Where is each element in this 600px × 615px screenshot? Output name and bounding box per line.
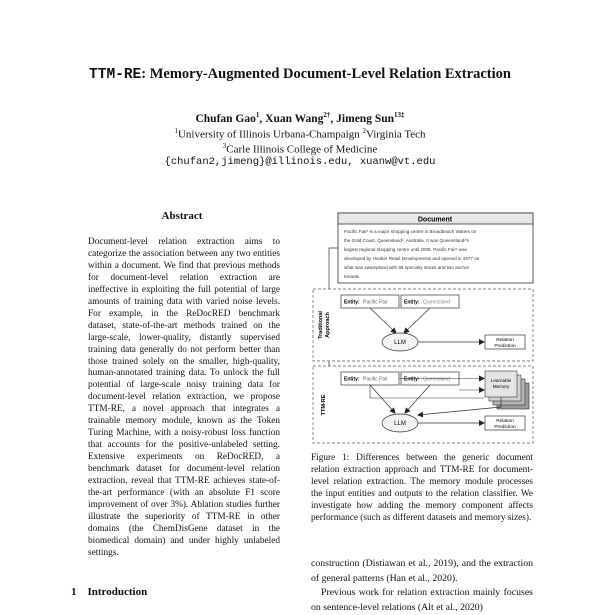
llm-label: LLM: [394, 340, 406, 346]
right-column-body: [311, 557, 533, 615]
author-name: Xuan Wang: [265, 112, 324, 125]
entity-value: Queensland: [423, 299, 450, 306]
entity-value: Pacific Fair: [363, 299, 388, 306]
figure-caption: Figure 1: Differences between the generic document relation extraction approach and TTM-RE for document-level relation extraction. The memory module processes the input entities and outputs to the relation classifier. We investigate how adding the memory component affects performance (such as different datasets and memory sizes).: [311, 453, 533, 523]
section-number: 1: [71, 586, 77, 598]
paragraph: construction (Distiawan et al., 2019), and the extraction of general patterns (Han et al., 2020).: [311, 558, 533, 584]
relation-prediction-label: Relation: [496, 419, 514, 424]
document-line: tenants.: [344, 274, 361, 279]
title-prefix: TTM-RE: [89, 67, 142, 83]
relation-prediction-label: Relation: [496, 338, 514, 343]
relation-prediction-label: Prediction: [494, 425, 516, 430]
traditional-label-2: Approach: [325, 312, 331, 338]
abstract-body: Document-level relation extraction aims to categorize the association between any two entities within a document. We find that previous methods for document-level relation extraction are ineffective in exploiting the full potential of large amounts of training data with varied noise levels. For example, in the ReDocRED benchmark dataset, state-of-the-art methods trained on the large-scale, lower-quality, distantly supervised training data generally do not perform better than those trained solely on the smaller, high-quality, human-annotated training data. To unlock the full potential of large-scale noisy training data for document-level relation extraction, we propose TTM-RE, a novel approach that integrates a trainable memory module, known as the Token Turing Machine, with a noisy-robust loss function that accounts for the positive-unlabeled setting. Extensive experiments on ReDocRED, a benchmark dataset for document-level relation extraction, reveal that TTM-RE achieves state-of-the-art performance (with an absolute F1 score improvement of over 3%). Ablation studies further illustrate the superiority of TTM-RE in other domains (the ChemDisGene dataset in the biomedical domain) and under highly unlabeled settings.: [88, 237, 280, 558]
author-sup: 13‡: [394, 111, 405, 119]
llm-label: LLM: [394, 421, 406, 427]
author-list: Chufan Gao$^1$, Xuan Wang$^{2\dagger}$, Jimeng Sun$^{13\ddagger}$: [195, 111, 405, 125]
document-line: developed by Hooker Retail Developments and opened in 1977 on: [344, 256, 480, 261]
abstract-heading: Abstract: [161, 210, 203, 222]
paragraph: Previous work for relation extraction mainly focuses on sentence-level relations (Alt et al., 2020): [311, 587, 533, 613]
author-name: Chufan Gao: [195, 112, 256, 125]
affiliation-sup: 1: [174, 127, 178, 135]
entity-label: Entity:: [344, 376, 360, 383]
section-title: Introduction: [87, 586, 148, 598]
affiliation-text: University of Illinois Urbana-Champaign: [177, 128, 363, 141]
entity-label: Entity:: [404, 376, 420, 383]
entity-value: Queensland: [423, 376, 450, 383]
entity-label: Entity:: [404, 299, 420, 306]
document-line: largest regional shopping centre until 2006. Pacific Fair¹ was: [344, 247, 467, 252]
memory-label: Memory: [492, 384, 510, 389]
affiliation-text: Virginia Tech: [365, 128, 426, 141]
document-line: Pacific Fair¹ is a major shopping centre in Broadbeach Waters on: [344, 229, 477, 234]
traditional-label-1: Traditional: [318, 311, 324, 339]
title-rest: : Memory-Augmented Document-Level Relation Extraction: [141, 66, 511, 82]
relation-prediction-label: Prediction: [494, 344, 516, 349]
affiliation-sup: 3: [222, 142, 227, 150]
author-sup: 2†: [323, 111, 331, 119]
affiliation-text: Carle Illinois College of Medicine: [226, 143, 378, 156]
document-label: Document: [417, 216, 453, 224]
author-sup: 1: [255, 111, 260, 119]
memory-label: Learnable: [490, 378, 512, 383]
affiliation-sup: 2: [362, 127, 366, 135]
author-emails: {chufan2,jimeng}@illinois.edu, xuanw@vt.edu: [164, 156, 436, 168]
document-line: what was swampland with 96 specialty stores and two anchor: [344, 265, 470, 270]
author-name: Jimeng Sun: [336, 112, 395, 125]
document-line: the Gold Coast, Queensland², Australia. It was Queensland²'s: [344, 238, 469, 243]
entity-value: Pacific Fair: [363, 376, 388, 383]
entity-label: Entity:: [344, 299, 360, 306]
ttmre-label: TTM-RE: [321, 394, 327, 416]
